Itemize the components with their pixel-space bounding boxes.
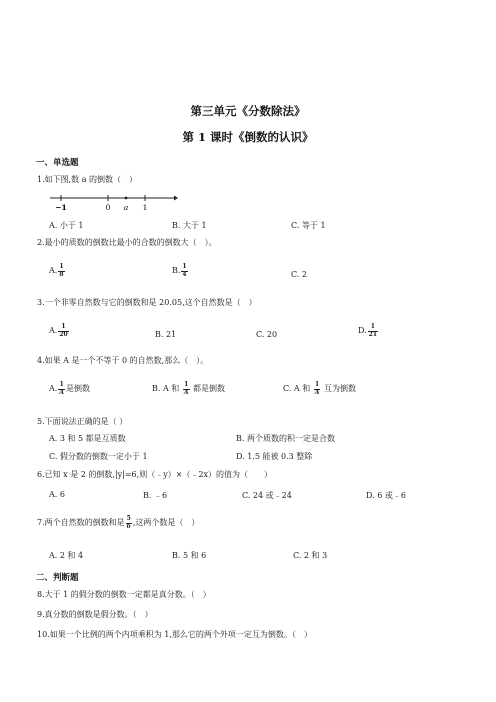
fraction-numerator: 1	[184, 381, 189, 388]
q3-option-d	[358, 324, 379, 338]
fraction	[126, 516, 132, 530]
q4-b-suffix: 都是倒数	[193, 384, 226, 393]
fraction-numerator: 1	[315, 381, 320, 388]
fraction-numerator: 1	[59, 381, 64, 388]
fraction	[58, 324, 68, 338]
q4-option-c	[283, 382, 356, 396]
q7-text-suffix: ,这两个数是（ ）	[132, 518, 200, 527]
q4-option-a	[49, 382, 90, 396]
fraction-denominator: 8	[59, 270, 64, 278]
tick-label-a: a	[123, 203, 129, 212]
fraction-denominator: 21	[368, 330, 378, 338]
q5-option-c: C. 假分数的倒数一定小于 1	[49, 452, 148, 461]
fraction-denominator: A	[314, 388, 320, 396]
fraction-denominator: 6	[126, 522, 131, 530]
question-3: 3.一个非零自然数与它的倒数和是 20.05,这个自然数是（ ）	[37, 298, 257, 307]
q3-option-a	[49, 324, 70, 338]
fraction	[58, 382, 65, 396]
q6-option-a: A. 6	[49, 490, 65, 499]
question-2: 2.最小的质数的倒数比最小的合数的倒数大（ ）。	[37, 238, 217, 247]
q6-option-c: C. 24 或﹣24	[242, 491, 292, 500]
section-heading-single-choice: 一、单选题	[36, 158, 79, 168]
question-5: 5.下面说法正确的是（ ）	[37, 417, 128, 426]
fraction	[314, 382, 321, 396]
q2-option-a	[49, 264, 66, 278]
q2-a-prefix: A.	[49, 266, 58, 275]
q3-d-prefix: D.	[358, 326, 367, 335]
page-subtitle: 第 1 课时《倒数的认识》	[182, 130, 314, 144]
fraction-denominator: 4	[182, 270, 187, 278]
fraction-denominator: A	[183, 388, 189, 396]
q5-option-d: D. 1.5 能被 0.3 整除	[236, 452, 313, 461]
tick-label-neg1: −1	[55, 203, 67, 212]
fraction-numerator: 5	[126, 515, 131, 522]
fraction	[183, 382, 190, 396]
q2-option-b	[172, 264, 189, 278]
tick-label-0: 0	[105, 203, 111, 212]
question-6: 6.已知 x 是 2 的倒数,|y|=6,则（﹣y）×（﹣2x）的值为（ ）	[37, 470, 273, 479]
q3-option-c: C. 20	[256, 330, 278, 339]
question-1: 1.如下图,数 a 的倒数（ ）	[37, 175, 138, 184]
q4-c-suffix: 互为倒数	[324, 384, 356, 393]
question-7	[37, 516, 199, 530]
fraction-numerator: 1	[368, 324, 378, 332]
question-4: 4.如果 A 是一个不等于 0 的自然数,那么（ ）。	[37, 356, 209, 365]
q1-option-c: C. 等于 1	[291, 221, 326, 230]
q2-option-c: C. 2	[291, 270, 308, 279]
q2-b-prefix: B.	[172, 266, 181, 275]
q4-c-prefix: C. A 和	[283, 384, 311, 393]
q7-option-a: A. 2 和 4	[49, 551, 84, 560]
fraction-numerator: 1	[59, 263, 64, 270]
q1-option-a: A. 小于 1	[49, 221, 84, 230]
fraction	[181, 264, 187, 278]
q6-option-b: B. ﹣6	[143, 491, 168, 500]
q4-a-suffix: 是倒数	[65, 384, 90, 393]
question-10: 10.如果一个比例的两个内项乘积为 1,那么它的两个外项一定互为倒数。（ ）	[37, 630, 312, 639]
tick-label-1: 1	[142, 203, 148, 212]
q6-option-d: D. 6 或﹣6	[366, 491, 406, 500]
q1-option-b: B. 大于 1	[172, 221, 207, 230]
fraction-denominator: A	[59, 388, 64, 396]
q5-option-a: A. 3 和 5 都是互质数	[49, 434, 126, 443]
fraction-numerator: 1	[182, 263, 187, 270]
q7-text-prefix: 7.两个自然数的倒数和是	[37, 518, 125, 527]
q7-option-c: C. 2 和 3	[293, 551, 328, 560]
q3-a-prefix: A.	[49, 326, 58, 335]
section-heading-judge: 二、判断题	[36, 573, 79, 583]
number-line	[48, 193, 178, 215]
question-8: 8.大于 1 的假分数的倒数一定都是真分数。（ ）	[37, 590, 211, 599]
fraction-denominator: 20	[59, 330, 68, 338]
q7-option-b: B. 5 和 6	[172, 551, 207, 560]
question-9: 9.真分数的倒数是假分数。（ ）	[37, 610, 153, 619]
fraction	[368, 324, 378, 338]
q4-a-prefix: A.	[49, 384, 58, 393]
q3-option-b: B. 21	[155, 330, 177, 339]
fraction	[58, 264, 64, 278]
q4-option-b	[152, 382, 225, 396]
q5-option-b: B. 两个质数的积一定是合数	[236, 434, 335, 443]
q4-b-prefix: B. A 和	[152, 384, 180, 393]
page-title: 第三单元《分数除法》	[190, 104, 306, 118]
fraction-numerator: 1	[58, 324, 68, 332]
